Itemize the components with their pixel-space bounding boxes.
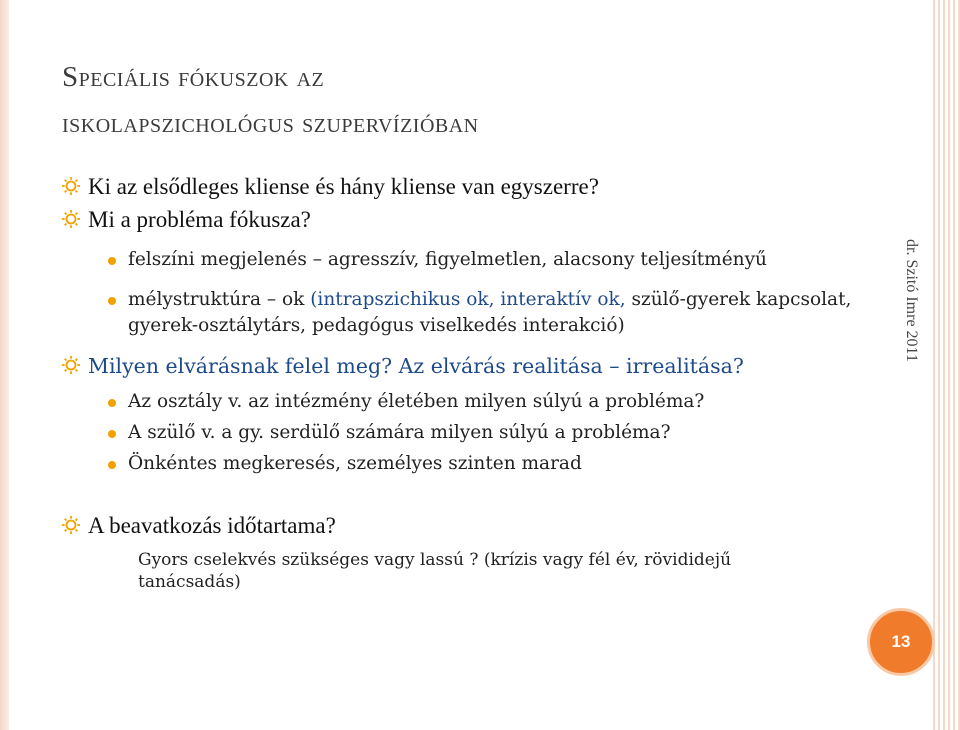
sub-bullet-text-part2: (intrapszichikus ok, interaktív ok,	[310, 289, 626, 310]
slide-title	[62, 54, 862, 146]
sun-bullet-icon	[62, 177, 80, 195]
dot-bullet-icon	[108, 257, 116, 265]
page-number-badge: 13	[867, 608, 935, 676]
author-credit: dr. Szitó Imre 2011	[903, 238, 920, 362]
sun-bullet-icon	[62, 516, 80, 534]
sub-bullet-text: Önkéntes megkeresés, személyes szinten marad	[128, 453, 582, 474]
sun-bullet-icon	[62, 356, 80, 374]
bullet-text: A beavatkozás időtartama?	[88, 513, 336, 538]
title-line-2: iskolapszichológus szupervízióban	[62, 107, 479, 139]
bullet-text: Milyen elvárásnak felel meg? Az elvárás realitása – irrealitása?	[88, 354, 744, 378]
sub-bullet-text: A szülő v. a gy. serdülő számára milyen súlyú a probléma?	[128, 422, 671, 443]
bullet-text: Mi a probléma fókusza?	[88, 207, 311, 232]
sub-bullet-text: felszíni megjelenés – agresszív, figyelmetlen, alacsony teljesítményű	[128, 249, 767, 270]
left-edge-decoration	[0, 0, 9, 730]
sub-bullet-voluntary	[108, 451, 862, 477]
sun-bullet-icon	[62, 210, 80, 228]
dot-bullet-icon	[108, 297, 116, 305]
sub-bullet-surface	[108, 247, 862, 273]
sub-bullet-deep-structure	[108, 287, 862, 339]
bullet-duration	[62, 511, 862, 541]
right-edge-decoration	[930, 0, 960, 730]
bullet-problem-focus	[62, 205, 862, 235]
duration-note: Gyors cselekvés szükséges vagy lassú ? (krízis vagy fél év, rövididejű tanácsadás)	[138, 550, 732, 592]
dot-bullet-icon	[108, 430, 116, 438]
dot-bullet-icon	[108, 461, 116, 469]
slide-content	[62, 172, 862, 593]
sub-bullet-parent	[108, 420, 862, 446]
sub-bullet-text-part1: mélystruktúra – ok	[128, 289, 311, 310]
sub-bullet-class	[108, 389, 862, 415]
bullet-primary-client	[62, 172, 862, 202]
sub-bullet-text-part3: szülő-gyerek kapcsolat, gyerek-osztálytárs, pedagógus viselkedés interakció)	[128, 289, 852, 336]
bullet-text: Ki az elsődleges kliense és hány kliense van egyszerre?	[88, 174, 599, 199]
sub-bullet-text: Az osztály v. az intézmény életében milyen súlyú a probléma?	[128, 391, 705, 412]
dot-bullet-icon	[108, 399, 116, 407]
title-line-1: Speciális fókuszok az	[62, 61, 325, 93]
bullet-expectation	[62, 351, 862, 381]
